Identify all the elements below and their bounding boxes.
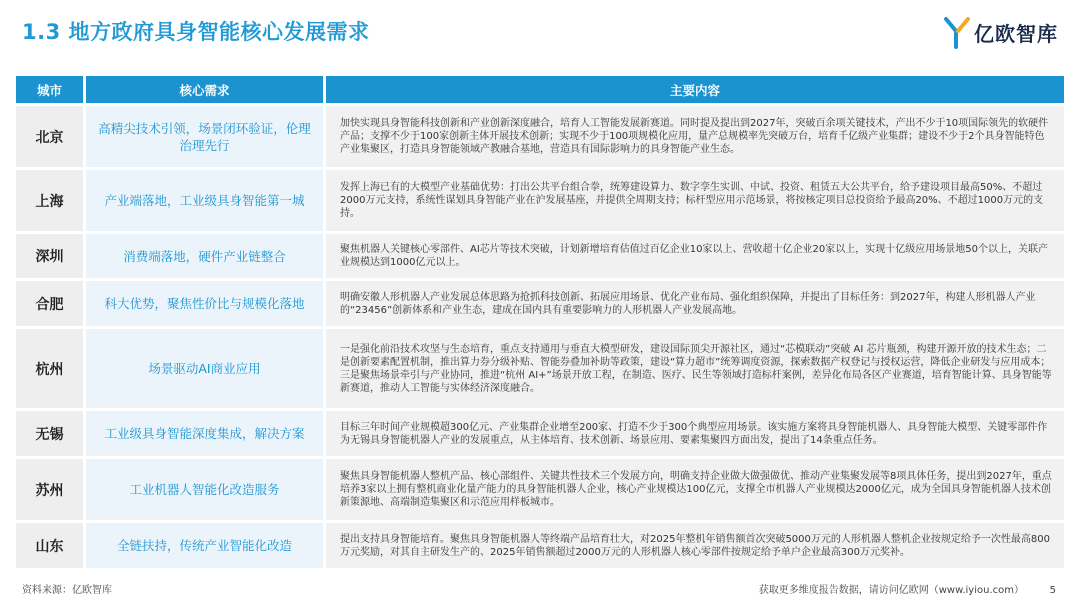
table-row — [16, 170, 1064, 231]
city-cell: 山东 — [16, 523, 86, 568]
need-cell: 高精尖技术引领，场景闭环验证，伦理治理先行 — [86, 106, 326, 167]
city-cell: 合肥 — [16, 281, 86, 326]
table-row — [16, 523, 1064, 568]
need-cell: 产业端落地，工业级具身智能第一城 — [86, 170, 326, 231]
header-city: 城市 — [16, 76, 86, 103]
table-row — [16, 281, 1064, 326]
city-cell: 上海 — [16, 170, 86, 231]
source-note: 资料来源：亿欧智库 — [22, 585, 112, 596]
table-header-row — [16, 76, 1064, 103]
need-cell: 工业级具身智能深度集成，解决方案 — [86, 411, 326, 456]
city-cell: 北京 — [16, 106, 86, 167]
city-cell: 杭州 — [16, 329, 86, 408]
content-cell: 聚焦机器人关键核心零部件、AI芯片等技术突破，计划新增培育估值过百亿企业10家以上、营收超十亿企业20家以上，实现十亿级应用场景地50个以上，关联产业规模达到1000亿元以上。 — [326, 234, 1064, 278]
header-content: 主要内容 — [326, 76, 1064, 103]
page-title: 1.3 地方政府具身智能核心发展需求 — [22, 20, 370, 44]
city-demand-table — [16, 73, 1064, 571]
table-row — [16, 106, 1064, 167]
need-cell: 消费端落地，硬件产业链整合 — [86, 234, 326, 278]
logo — [944, 14, 1058, 50]
need-cell: 科大优势，聚焦性价比与规模化落地 — [86, 281, 326, 326]
city-cell: 深圳 — [16, 234, 86, 278]
page-number: 5 — [1049, 585, 1056, 596]
need-cell: 全链扶持，传统产业智能化改造 — [86, 523, 326, 568]
table-row — [16, 459, 1064, 520]
content-cell: 目标三年时间产业规模超300亿元、产业集群企业增至200家、打造不少于300个典型应用场景。该实施方案将具身智能机器人、具身智能大模型、关键零部件作为无锡具身智能机器人产业的发展重点，从主体培育、技术创新、场景应用、要素集聚四方面出发，提出了14条重点任务。 — [326, 411, 1064, 456]
header-need: 核心需求 — [86, 76, 326, 103]
city-cell: 苏州 — [16, 459, 86, 520]
logo-text: 亿欧智库 — [974, 21, 1058, 46]
content-cell: 加快实现具身智能科技创新和产业创新深度融合，培育人工智能发展新赛道。同时提及提出到2027年，突破百余项关键技术，产出不少于10项国际领先的软硬件产品；支撑不少于100家创新主体开展技术创新；实现不少于100项规模化应用，量产总规模率先突破万台，培育千亿级产业集群；建设不少于2个具身智能特色产业集聚区，打造具身智能领域产教融合基地，营造具有国际影响力的具身智能产业生态。 — [326, 106, 1064, 167]
table-row — [16, 234, 1064, 278]
need-cell: 工业机器人智能化改造服务 — [86, 459, 326, 520]
content-cell: 发挥上海已有的大模型产业基础优势：打出公共平台组合拳，统筹建设算力、数字孪生实训、中试、投资、租赁五大公共平台，给予建设项目最高50%、不超过2000万元支持，系统性谋划具身智能产业在沪发展基座，并提供全周期支持；标杆型应用示范场景，将按核定项目总投资给予最高20%、不超过1000万元的支持。 — [326, 170, 1064, 231]
city-cell: 无锡 — [16, 411, 86, 456]
content-cell: 提出支持具身智能培育。聚焦具身智能机器人等终端产品培育壮大，对2025年整机年销售额首次突破5000万元的人形机器人整机企业按规定给予一次性最高800万元奖励，对其自主研发生产的、2025年销售额超过2000万元的人形机器人核心零部件按规定给予单户企业最高300万元奖补。 — [326, 523, 1064, 568]
content-cell: 明确安徽人形机器人产业发展总体思路为抢抓科技创新、拓展应用场景、优化产业布局、强化组织保障，并提出了目标任务：到2027年，构建人形机器人产业的“23456”创新体系和产业生态，建成在国内具有重要影响力的人形机器人产业发展高地。 — [326, 281, 1064, 326]
need-cell: 场景驱动AI商业应用 — [86, 329, 326, 408]
table-row — [16, 411, 1064, 456]
table-row — [16, 329, 1064, 408]
content-cell: 聚焦具身智能机器人整机产品、核心部组件、关键共性技术三个发展方向，明确支持企业做大做强做优、推动产业集聚发展等8项具体任务，提出到2027年，重点培养3家以上拥有整机商业化量产能力的具身智能机器人企业，核心产业规模达100亿元，支撑全市机器人产业规模达2000亿元，成为全国具身智能机器人技术创新策源地、高端制造集聚区和示范应用样板城市。 — [326, 459, 1064, 520]
content-cell: 一是强化前沿技术攻坚与生态培育，重点支持通用与垂直大模型研发，建设国际顶尖开源社区，通过“芯模联动”突破 AI 芯片瓶颈，构建开源开放的技术生态；二是创新要素配置机制，推出算力券分级补贴、智能券叠加补助等政策，建设“算力超市”统筹调度资源，探索数据产权登记与授权运营，降低企业研发与应用成本；三是聚焦场景牵引与产业协同，推进“杭州 AI+”场景开放工程，在制造、医疗、民生等领域打造标杆案例，差异化布局各区产业赛道，培育智能计算、具身智能等新赛道，推动人工智能与实体经济深度融合。 — [326, 329, 1064, 408]
website-link[interactable]: 获取更多维度报告数据，请访问亿欧网（www.iyiou.com） — [758, 585, 1024, 596]
logo-icon — [944, 15, 970, 49]
